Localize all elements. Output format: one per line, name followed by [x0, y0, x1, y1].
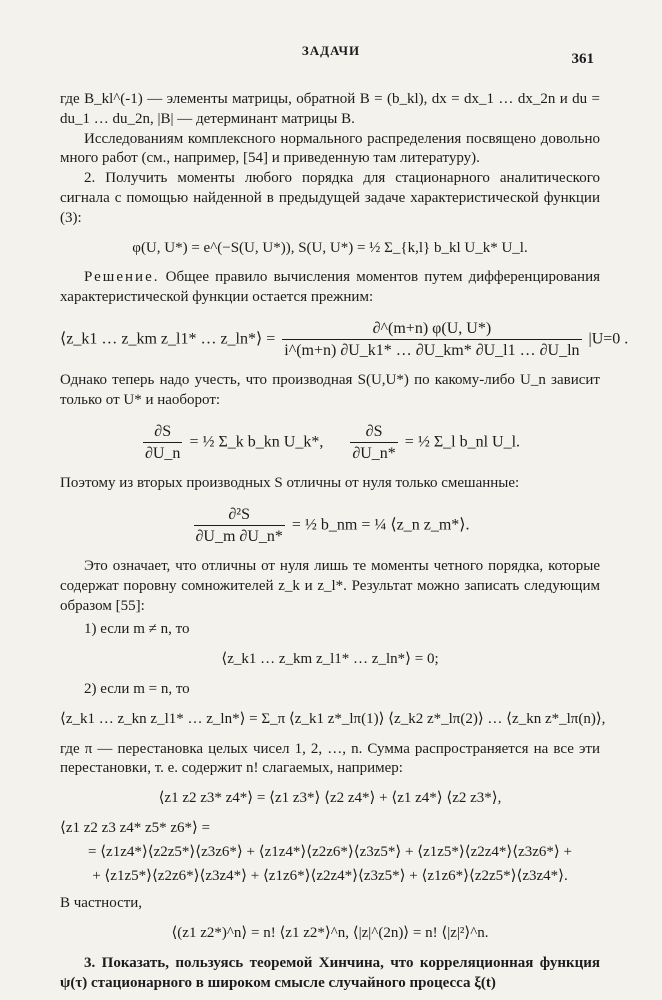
paragraph-permutation: где π — перестановка целых чисел 1, 2, …, n. Сумма распространяется на все эти перестановки, т. е. содержит n! слагаемых, например:: [60, 740, 600, 777]
d2s-fraction: [194, 504, 285, 547]
d2s-numerator: ∂²S: [194, 504, 285, 526]
ds-du-denominator: ∂U_n: [144, 444, 181, 462]
d2s-rhs: = ½ b_nm = ¼ ⟨z_n z_m*⟩.: [291, 516, 470, 534]
ds-dustar-rhs: = ½ Σ_l b_nl U_l.: [404, 433, 521, 451]
page-number: 361: [571, 51, 594, 67]
page-body: [60, 90, 629, 994]
case-2-condition: 2) если m = n, то: [84, 681, 190, 697]
ds-du-rhs: = ½ Σ_k b_kn U_k*,: [189, 433, 324, 451]
problem-2-statement: 2. Получить моменты любого порядка для стационарного аналитического сигнала с помощью найденной в предыдущей задаче характеристической функции (3):: [60, 170, 600, 226]
paragraph-second-derivatives: Поэтому из вторых производных S отличны от нуля только смешанные:: [60, 475, 520, 491]
paragraph-references: Исследованиям комплексного нормального распределения посвящено довольно много работ (см., например, [54] и приведенную там литературу).: [60, 130, 600, 167]
problem-3-statement: 3. Показать, пользуясь теоремой Хинчина, что корреляционная функция ψ(τ) стационарного в широком смысле случайного процесса ξ(t): [60, 954, 600, 991]
equation-mixed-derivative: [60, 504, 600, 547]
ds-du-numerator: ∂S: [143, 421, 182, 443]
equation-case-2: ⟨z_k1 … z_kn z_l1* … z_ln*⟩ = Σ_π ⟨z_k1 z*_lπ(1)⟩ ⟨z_k2 z*_lπ(2)⟩ … ⟨z_kn z*_lπ(n)⟩,: [60, 710, 606, 727]
paragraph-matrix-definitions: где B_kl^(-1) — элементы матрицы, обратной B = (b_kl), dx = dx_1 … dx_2n и du = du_1 … du_2n, |B| — детерминант матрицы B.: [60, 91, 600, 127]
ds-dustar-fraction: [350, 421, 397, 464]
moments-numerator: ∂^(m+n) φ(U, U*): [282, 318, 581, 340]
equation-example-4th-order: ⟨z1 z2 z3* z4*⟩ = ⟨z1 z3*⟩ ⟨z2 z4*⟩ + ⟨z1 z4*⟩ ⟨z2 z3*⟩,: [158, 790, 502, 807]
ds-dustar-numerator: ∂S: [350, 421, 397, 443]
ds-dustar-denominator: ∂U_n*: [352, 444, 396, 462]
paragraph-even-moments: Это означает, что отличны от нуля лишь те моменты четного порядка, которые содержат поровну сомножителей z_k и z_l*. Результат можно записать следующим образом [55]:: [60, 558, 600, 614]
moments-lhs: ⟨z_k1 … z_km z_l1* … z_ln*⟩ =: [60, 330, 276, 348]
paragraph-in-particular: В частности,: [60, 895, 143, 912]
ds-du-fraction: [143, 421, 182, 464]
equation-case-1: ⟨z_k1 … z_km z_l1* … z_ln*⟩ = 0;: [221, 651, 439, 668]
equation-first-derivatives: [60, 421, 600, 464]
d2s-denominator: ∂U_m ∂U_n*: [195, 527, 283, 545]
equation-moments-derivative: [60, 318, 629, 361]
equation-example-6th-order-line1: = ⟨z1z4*⟩⟨z2z5*⟩⟨z3z6*⟩ + ⟨z1z4*⟩⟨z2z6*⟩⟨z3z5*⟩ + ⟨z1z5*⟩⟨z2z4*⟩⟨z3z6*⟩ +: [87, 843, 572, 860]
moments-fraction: [282, 318, 581, 361]
equation-characteristic-function: φ(U, U*) = e^(−S(U, U*)), S(U, U*) = ½ Σ_{k,l} b_kl U_k* U_l.: [132, 239, 528, 256]
solution-label: Решение.: [84, 269, 160, 286]
case-1-condition: 1) если m ≠ n, то: [84, 621, 190, 638]
paragraph-solution: [60, 268, 600, 308]
solution-text: Общее правило вычисления моментов путем дифференцирования характеристической функции остается прежним:: [60, 269, 600, 306]
paragraph-derivative-note: Однако теперь надо учесть, что производная S(U,U*) по какому-либо U_n зависит только от U* и наоборот:: [60, 372, 600, 408]
equation-example-6th-order-line2: + ⟨z1z5*⟩⟨z2z6*⟩⟨z3z4*⟩ + ⟨z1z6*⟩⟨z2z4*⟩⟨z3z5*⟩ + ⟨z1z6*⟩⟨z2z5*⟩⟨z3z4*⟩.: [92, 867, 568, 884]
moments-evaluation: |U=0 .: [588, 330, 629, 348]
equation-example-6th-order-lhs: ⟨z1 z2 z3 z4* z5* z6*⟩ =: [60, 819, 211, 836]
running-title: ЗАДАЧИ: [301, 43, 361, 58]
moments-denominator: i^(m+n) ∂U_k1* … ∂U_km* ∂U_l1 … ∂U_ln: [284, 342, 580, 360]
equation-special-cases: ⟨(z1 z2*)^n⟩ = n! ⟨z1 z2*⟩^n, ⟨|z|^(2n)⟩ = n! ⟨|z|²⟩^n.: [171, 925, 489, 942]
